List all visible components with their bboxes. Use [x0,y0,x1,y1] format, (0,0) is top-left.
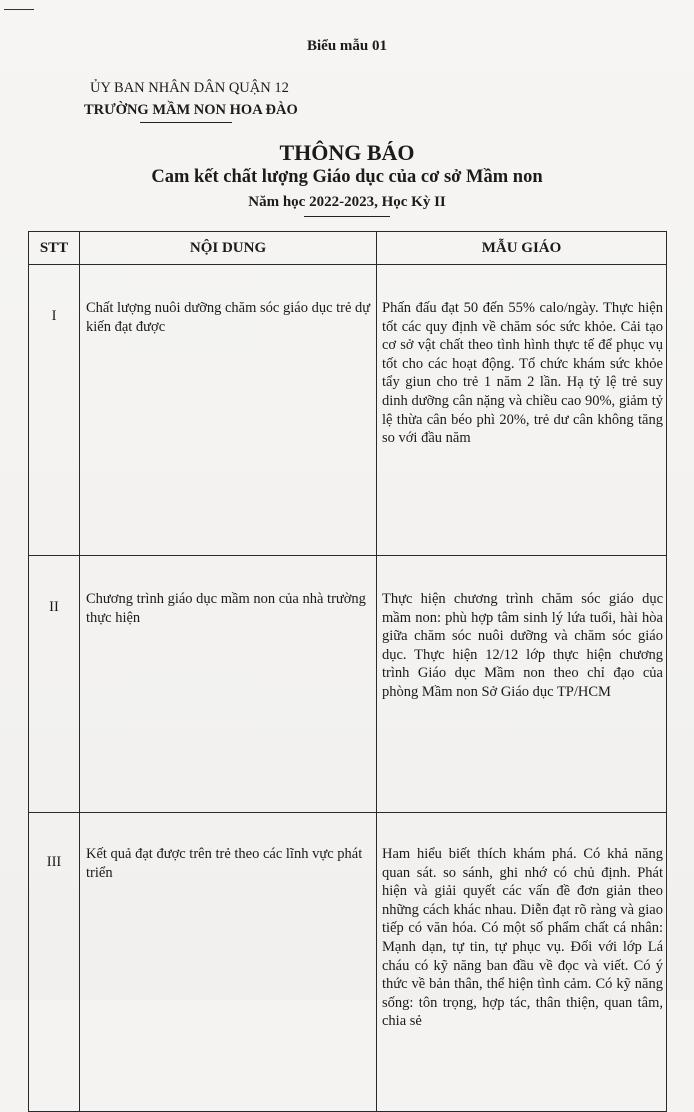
table-row [29,556,667,813]
row-content: Chương trình giáo dục mầm non của nhà trường thực hiện [80,556,377,813]
year-underline [304,216,390,217]
form-number: Biểu mẫu 01 [306,38,387,54]
document-title: THÔNG BÁO [279,140,415,165]
document-subtitle: Cam kết chất lượng Giáo dục của cơ sở Mầm non [151,167,543,187]
table-row [29,813,667,1112]
school-underline [140,122,232,123]
header-stt: STT [29,232,80,265]
school-name: TRƯỜNG MẦM NON HOA ĐÀO [84,102,298,118]
row-stt: II [29,556,80,813]
header-content: NỘI DUNG [80,232,377,265]
authority-name: ỦY BAN NHÂN DÂN QUẬN 12 [90,80,289,96]
row-kindergarten: Thực hiện chương trình chăm sóc giáo dục mầm non: phù hợp tâm sinh lý lứa tuổi, hài hòa giữa chăm sóc nuôi dưỡng và chăm sóc giáo dục. Thực hiện 12/12 lớp thực hiện chương trình Giáo dục Mầm non theo chỉ đạo của phòng Mầm non Sở Giáo dục TP/HCM [377,556,667,813]
school-year: Năm học 2022-2023, Học Kỳ II [248,194,446,210]
table-header-row [29,232,667,265]
row-kindergarten: Ham hiểu biết thích khám phá. Có khả năng quan sát. so sánh, ghi nhớ có chủ định. Phát hiện và giải quyết các vấn đề đơn giản theo những cách khác nhau. Diễn đạt rõ ràng và giao tiếp có văn hóa. Có một số phẩm chất cá nhân: Mạnh dạn, tự tin, tự phục vụ. Đối với lớp Lá cháu có kỹ năng ban đầu về đọc và viết. Có ý thức về bản thân, thể hiện tình cảm. Có kỹ năng sống: tôn trọng, hợp tác, thân thiện, quan tâm, chia sẻ [377,813,667,1112]
header-kindergarten: MẪU GIÁO [377,232,667,265]
table-row [29,265,667,556]
row-stt: I [29,265,80,556]
row-content: Kết quả đạt được trên trẻ theo các lĩnh vực phát triển [80,813,377,1112]
row-content: Chất lượng nuôi dưỡng chăm sóc giáo dục trẻ dự kiến đạt được [80,265,377,556]
corner-mark [4,9,34,10]
row-stt: III [29,813,80,1112]
commitment-table [28,231,667,1112]
row-kindergarten: Phấn đấu đạt 50 đến 55% calo/ngày. Thực hiện tốt các quy định về chăm sóc sức khỏe. Cải tạo cơ sở vật chất theo tình hình thực tế để phục vụ tốt cho các hoạt động. Tổ chức khám sức khỏe tẩy giun cho trẻ 1 năm 2 lần. Hạ tỷ lệ trẻ suy dinh dưỡng cân nặng và chiều cao 90%, giảm tỷ lệ thừa cân béo phì 20%, trẻ dư cân không tăng so với đầu năm [377,265,667,556]
